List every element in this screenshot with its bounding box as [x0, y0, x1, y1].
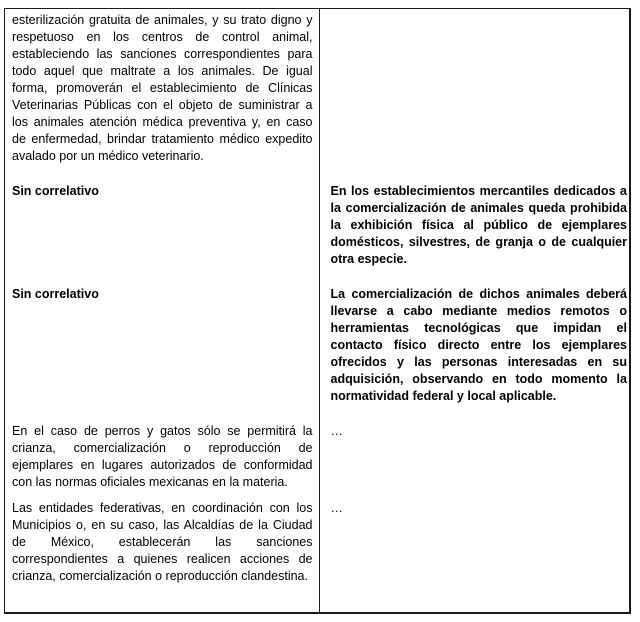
table-row	[5, 497, 629, 612]
paragraph-establecimientos: En los establecimientos mercantiles dedicados a la comercialización de animales queda prohibida la exhibición física al público de ejemplares domésticos, silvestres, de granja o de cualquier otra especie.	[330, 184, 627, 266]
table-row	[5, 9, 629, 180]
label-sin-correlativo: Sin correlativo	[12, 184, 99, 198]
cell-ellipsis-1	[319, 420, 629, 497]
cell-sin-correlativo-2	[5, 283, 319, 420]
comparison-table	[5, 9, 629, 612]
cell-proposed-text-2	[319, 283, 629, 420]
cell-entidades-federativas	[5, 497, 319, 612]
cell-proposed-text-1	[319, 180, 629, 283]
cell-perros-gatos	[5, 420, 319, 497]
ellipsis-placeholder: …	[330, 501, 346, 515]
legislative-comparison-table	[4, 8, 631, 614]
paragraph-esterilizacion: esterilización gratuita de animales, y su trato digno y respetuoso en los centros de control animal, estableciendo las sanciones correspondientes para todo aquel que maltrate a los animales. De igual forma, promoverán el establecimiento de Clínicas Veterinarias Públicas con el objeto de suministrar a los animales atención médica preventiva y, en caso de enfermedad, brindar tratamiento médico expedito avalado por un médico veterinario.	[12, 13, 313, 163]
ellipsis-placeholder: …	[330, 424, 346, 438]
table-row	[5, 420, 629, 497]
cell-ellipsis-2	[319, 497, 629, 612]
table-row	[5, 180, 629, 283]
table-row	[5, 283, 629, 420]
cell-current-text-continuation	[5, 9, 319, 180]
paragraph-perros-gatos: En el caso de perros y gatos sólo se permitirá la crianza, comercialización o reproducción de ejemplares en lugares autorizados de conformidad con las normas oficiales mexicanas en la materia.	[12, 424, 313, 489]
cell-sin-correlativo-1	[5, 180, 319, 283]
cell-empty	[319, 9, 629, 180]
paragraph-entidades: Las entidades federativas, en coordinación con los Municipios o, en su caso, las Alcaldías de la Ciudad de México, establecerán las sanciones correspondientes a quienes realicen acciones de crianza, comercialización o reproducción clandestina.	[12, 501, 313, 583]
paragraph-comercializacion: La comercialización de dichos animales deberá llevarse a cabo mediante medios remotos o herramientas tecnológicas que impidan el contacto físico directo entre los ejemplares ofrecidos y las personas interesadas en su adquisición, observando en todo momento la normatividad federal y local aplicable.	[330, 287, 627, 403]
label-sin-correlativo: Sin correlativo	[12, 287, 99, 301]
